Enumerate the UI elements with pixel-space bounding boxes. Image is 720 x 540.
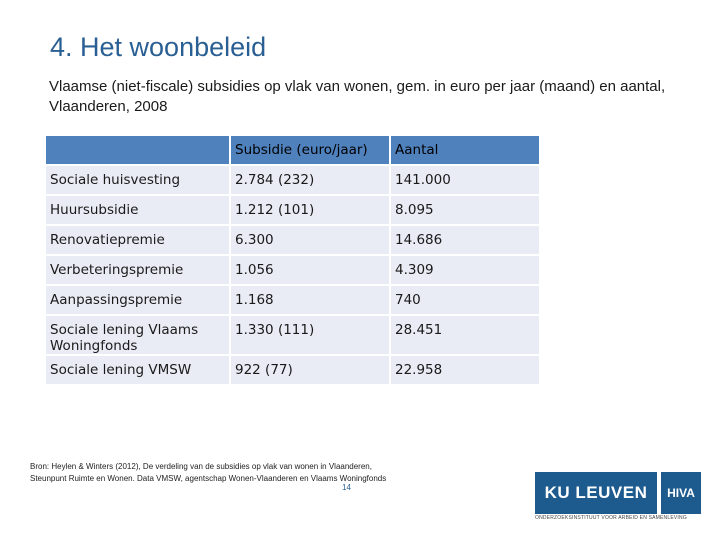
row-subsidie: 1.168 [230,285,390,315]
table-row [46,285,540,315]
row-subsidie: 922 (77) [230,355,390,385]
header-label [46,136,230,165]
row-aantal: 22.958 [390,355,540,385]
row-subsidie: 2.784 (232) [230,165,390,195]
row-aantal: 4.309 [390,255,540,285]
row-label: Aanpassingspremie [46,285,230,315]
row-label: Sociale huisvesting [46,165,230,195]
row-label: Verbeteringspremie [46,255,230,285]
row-subsidie: 1.330 (111) [230,315,390,355]
row-label: Sociale lening Vlaams Woningfonds [46,315,230,355]
table-row [46,355,540,385]
ku-leuven-hiva-logo [535,472,701,524]
slide-subtitle: Vlaamse (niet-fiscale) subsidies op vlak van wonen, gem. in euro per jaar (maand) en aantal, Vlaanderen, 2008 [49,78,666,115]
source-note [30,461,530,485]
subsidies-table [46,136,541,386]
source-line-2: Steunpunt Ruimte en Wonen. Data VMSW, agentschap Wonen-Vlaanderen en Vlaams Woningfonds [30,474,387,483]
table-row [46,165,540,195]
row-aantal: 740 [390,285,540,315]
hiva-logo-text: HIVA [661,472,701,514]
header-subsidie: Subsidie (euro/jaar) [230,136,390,165]
row-aantal: 141.000 [390,165,540,195]
slide-title: 4. Het woonbeleid [50,32,267,62]
table-row [46,195,540,225]
row-aantal: 8.095 [390,195,540,225]
row-label: Renovatiepremie [46,225,230,255]
logo-subtext: ONDERZOEKSINSTITUUT VOOR ARBEID EN SAMENLEVING [535,515,687,521]
row-subsidie: 1.212 (101) [230,195,390,225]
table-header-row [46,136,540,165]
row-subsidie: 1.056 [230,255,390,285]
row-label: Huursubsidie [46,195,230,225]
source-line-1: Bron: Heylen & Winters (2012), De verdeling van de subsidies op vlak van wonen in Vlaanderen, [30,462,372,471]
table-row [46,255,540,285]
table-row [46,315,540,355]
header-aantal: Aantal [390,136,540,165]
row-aantal: 28.451 [390,315,540,355]
row-aantal: 14.686 [390,225,540,255]
row-subsidie: 6.300 [230,225,390,255]
ku-leuven-logo-text: KU LEUVEN [535,472,657,514]
row-label: Sociale lening VMSW [46,355,230,385]
table-row [46,225,540,255]
page-number: 14 [342,483,351,492]
